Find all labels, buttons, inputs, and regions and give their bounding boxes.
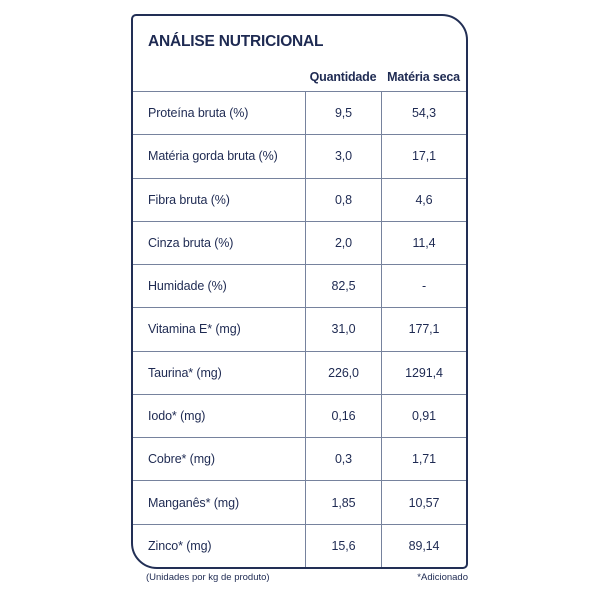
table-header [133, 16, 466, 92]
table-row [133, 438, 466, 481]
table-row [133, 265, 466, 308]
row-quantidade: 0,8 [305, 179, 381, 221]
row-label: Cinza bruta (%) [148, 235, 234, 250]
table-row [133, 179, 466, 222]
table-row [133, 135, 466, 178]
footnote-added: *Adicionado [417, 572, 468, 583]
column-header-materia-seca: Matéria seca [387, 70, 460, 84]
row-label: Iodo* (mg) [148, 408, 206, 423]
table-row [133, 525, 466, 567]
table-row [133, 352, 466, 395]
row-label: Zinco* (mg) [148, 538, 212, 553]
row-quantidade: 0,16 [305, 395, 381, 437]
row-label: Cobre* (mg) [148, 452, 215, 467]
row-materia-seca: - [381, 265, 466, 307]
row-materia-seca: 1291,4 [381, 352, 466, 394]
row-quantidade: 1,85 [305, 481, 381, 523]
table-body [133, 92, 466, 567]
row-quantidade: 9,5 [305, 92, 381, 134]
footnotes [131, 572, 468, 583]
row-materia-seca: 10,57 [381, 481, 466, 523]
row-quantidade: 0,3 [305, 438, 381, 480]
table-title: ANÁLISE NUTRICIONAL [148, 33, 324, 50]
table-row [133, 92, 466, 135]
row-label: Humidade (%) [148, 279, 227, 294]
row-materia-seca: 1,71 [381, 438, 466, 480]
row-quantidade: 3,0 [305, 135, 381, 177]
row-quantidade: 82,5 [305, 265, 381, 307]
row-materia-seca: 89,14 [381, 525, 466, 567]
row-label: Fibra bruta (%) [148, 192, 230, 207]
row-materia-seca: 4,6 [381, 179, 466, 221]
row-label: Proteína bruta (%) [148, 106, 249, 121]
table-row [133, 481, 466, 524]
row-quantidade: 2,0 [305, 222, 381, 264]
column-header-quantidade: Quantidade [309, 70, 377, 84]
row-label: Vitamina E* (mg) [148, 322, 241, 337]
row-label: Matéria gorda bruta (%) [148, 149, 278, 164]
row-materia-seca: 54,3 [381, 92, 466, 134]
nutrition-card [131, 14, 468, 569]
row-materia-seca: 0,91 [381, 395, 466, 437]
row-label: Taurina* (mg) [148, 365, 222, 380]
row-quantidade: 226,0 [305, 352, 381, 394]
table-row [133, 222, 466, 265]
row-quantidade: 31,0 [305, 308, 381, 350]
row-label: Manganês* (mg) [148, 495, 240, 510]
column-headers [305, 70, 466, 84]
row-materia-seca: 11,4 [381, 222, 466, 264]
table-row [133, 308, 466, 351]
row-quantidade: 15,6 [305, 525, 381, 567]
row-materia-seca: 17,1 [381, 135, 466, 177]
table-row [133, 395, 466, 438]
footnote-units: (Unidades por kg de produto) [146, 572, 270, 583]
row-materia-seca: 177,1 [381, 308, 466, 350]
